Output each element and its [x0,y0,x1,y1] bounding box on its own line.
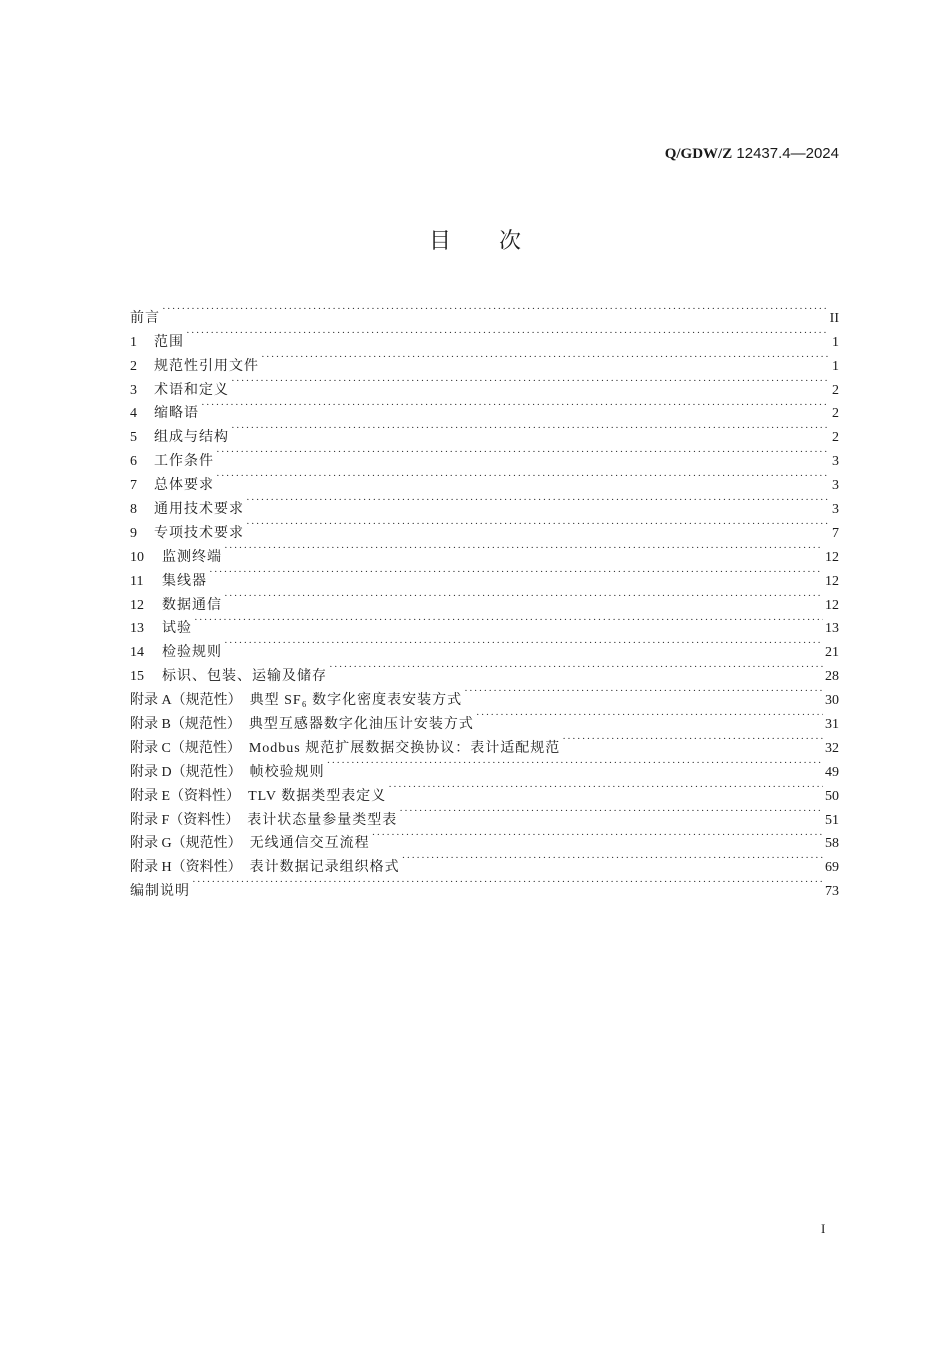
toc-entry-number: 4 [130,406,137,422]
toc-entry-page: 31 [825,717,839,733]
toc-entry-page: 21 [825,645,839,661]
toc-entry-page: II [829,310,839,326]
toc-entry-label: Modbus 规范扩展数据交换协议：表计适配规范 [248,740,561,756]
toc-leader-dots [246,489,829,513]
toc-entry-number: 附录 A（规范性） [130,693,242,709]
document-code-prefix: Q/GDW/Z [664,146,733,162]
toc-entry[interactable] [130,465,839,494]
toc-entry-page: 12 [825,573,839,589]
toc-entry[interactable] [130,394,839,422]
toc-leader-dots [329,656,823,680]
toc-leader-dots [402,847,823,871]
toc-entry[interactable] [130,871,839,900]
toc-entry-label: 编制说明 [130,884,190,900]
toc-entry[interactable] [130,417,839,446]
toc-entry-page: 2 [832,430,839,446]
toc-entry-label: 表计数据记录组织格式 [249,860,400,876]
toc-entry-label: 集线器 [162,573,207,589]
toc-entry-page: 2 [832,382,839,398]
toc-leader-dots [464,680,823,704]
toc-entry-number: 附录 E（资料性） [130,788,241,804]
toc-entry-number: 12 [130,597,144,613]
toc-entry-label: 通用技术要求 [154,502,244,518]
toc-entry-page: 50 [825,788,839,804]
toc-entry-label: 专项技术要求 [154,525,244,541]
toc-entry-number: 2 [130,358,137,374]
toc-entry-page: 12 [825,597,839,613]
toc-entry[interactable] [130,322,839,350]
toc-leader-dots [209,561,823,585]
toc-leader-dots [562,728,823,752]
toc-entry-page: 58 [825,836,839,852]
toc-entry[interactable] [130,656,839,685]
toc-entry-page: 3 [832,502,839,518]
toc-entry-label: 监测终端 [162,549,222,565]
toc-entry-page: 32 [825,740,839,756]
toc-leader-dots [388,776,823,800]
toc-entry-number: 附录 C（规范性） [130,740,241,756]
toc-entry-page: 69 [825,860,839,876]
toc-leader-dots [231,370,829,394]
toc-entry[interactable] [130,489,839,518]
toc-entry-label: 范围 [154,334,184,350]
toc-leader-dots [399,800,823,824]
toc-entry[interactable] [130,632,839,661]
toc-entry-number: 6 [130,454,137,470]
toc-leader-dots [224,537,823,561]
toc-entry-page: 2 [832,406,839,422]
toc-entry[interactable] [130,441,839,470]
toc-entry-number: 附录 G（规范性） [130,836,242,852]
toc-entry-number: 7 [130,478,137,494]
toc-entry-page: 7 [832,525,839,541]
toc-entry-number: 8 [130,502,137,518]
toc-entry-label: 检验规则 [162,645,222,661]
toc-entry-page: 3 [832,478,839,494]
toc-entry[interactable] [130,346,839,374]
toc-entry-label: 总体要求 [154,478,214,494]
toc-entry-page: 12 [825,549,839,565]
toc-leader-dots [231,417,829,441]
toc-entry-number: 5 [130,430,137,446]
toc-entry[interactable] [130,585,839,613]
toc-entry-label: 组成与结构 [154,430,229,446]
toc-leader-dots [246,513,829,537]
toc-entry-number: 14 [130,645,144,661]
toc-entry-label: TLV 数据类型表定义 [248,788,387,804]
toc-entry[interactable] [130,298,839,326]
toc-entry-page: 28 [825,669,839,685]
toc-leader-dots [201,394,829,418]
toc-entry[interactable] [130,561,839,589]
toc-leader-dots [224,585,823,609]
toc-entry-number: 13 [130,621,144,637]
toc-entry-page: 51 [825,812,839,828]
toc-entry-number: 附录 F（资料性） [130,812,240,828]
toc-entry[interactable] [130,537,839,565]
toc-entry-number: 附录 D（规范性） [130,764,242,780]
toc-entry-label: 数据通信 [162,597,222,613]
toc-leader-dots [476,704,823,728]
toc-leader-dots [224,632,823,656]
toc-entry-page: 1 [832,334,839,350]
toc-entry-page: 73 [825,884,839,900]
toc-entry-number: 附录 H（资料性） [130,860,242,876]
toc-entry-number: 附录 B（规范性） [130,717,241,733]
toc-entry[interactable] [130,609,839,637]
toc-entry-label: 缩略语 [154,406,199,422]
toc-entry-label: 工作条件 [154,454,214,470]
toc-leader-dots [261,346,829,370]
toc-entry-label: 表计状态量参量类型表 [247,812,398,828]
toc-entry-label: 试验 [162,621,192,637]
page-number: I [821,1221,826,1236]
toc-entry-number: 9 [130,525,137,541]
toc-leader-dots [327,752,823,776]
toc-entry-number: 3 [130,382,137,398]
toc-entry-label: 无线通信交互流程 [249,836,370,852]
toc-leader-dots [216,441,829,465]
toc-entry-label: 标识、包装、运输及储存 [162,669,327,685]
toc-entry-label: 规范性引用文件 [154,358,259,374]
toc-entry-number: 11 [130,573,144,589]
toc-entry-page: 49 [825,764,839,780]
toc-leader-dots [192,871,823,895]
toc-leader-dots [162,298,828,322]
toc-entry-page: 13 [825,621,839,637]
toc-entry-label: 典型 SF₆ 数字化密度表安装方式 [249,693,463,709]
toc-leader-dots [216,465,829,489]
toc-entry-page: 30 [825,693,839,709]
toc-entry-label: 典型互感器数字化油压计安装方式 [248,717,474,733]
toc-leader-dots [372,824,823,848]
toc-entry-number: 15 [130,669,144,685]
toc-entry-label: 术语和定义 [154,382,229,398]
document-code [665,145,839,163]
toc-entry-number: 10 [130,549,144,565]
table-of-contents [130,298,839,900]
page-title: 目次 [428,229,569,254]
toc-entry-page: 1 [832,358,839,374]
toc-entry-number: 1 [130,334,137,350]
toc-entry[interactable] [130,370,839,398]
document-code-number: 12437.4—2024 [732,145,839,162]
toc-entry-label: 帧校验规则 [249,764,325,780]
toc-leader-dots [194,609,823,633]
toc-entry-page: 3 [832,454,839,470]
toc-entry-label: 前言 [130,310,160,326]
toc-leader-dots [186,322,829,346]
